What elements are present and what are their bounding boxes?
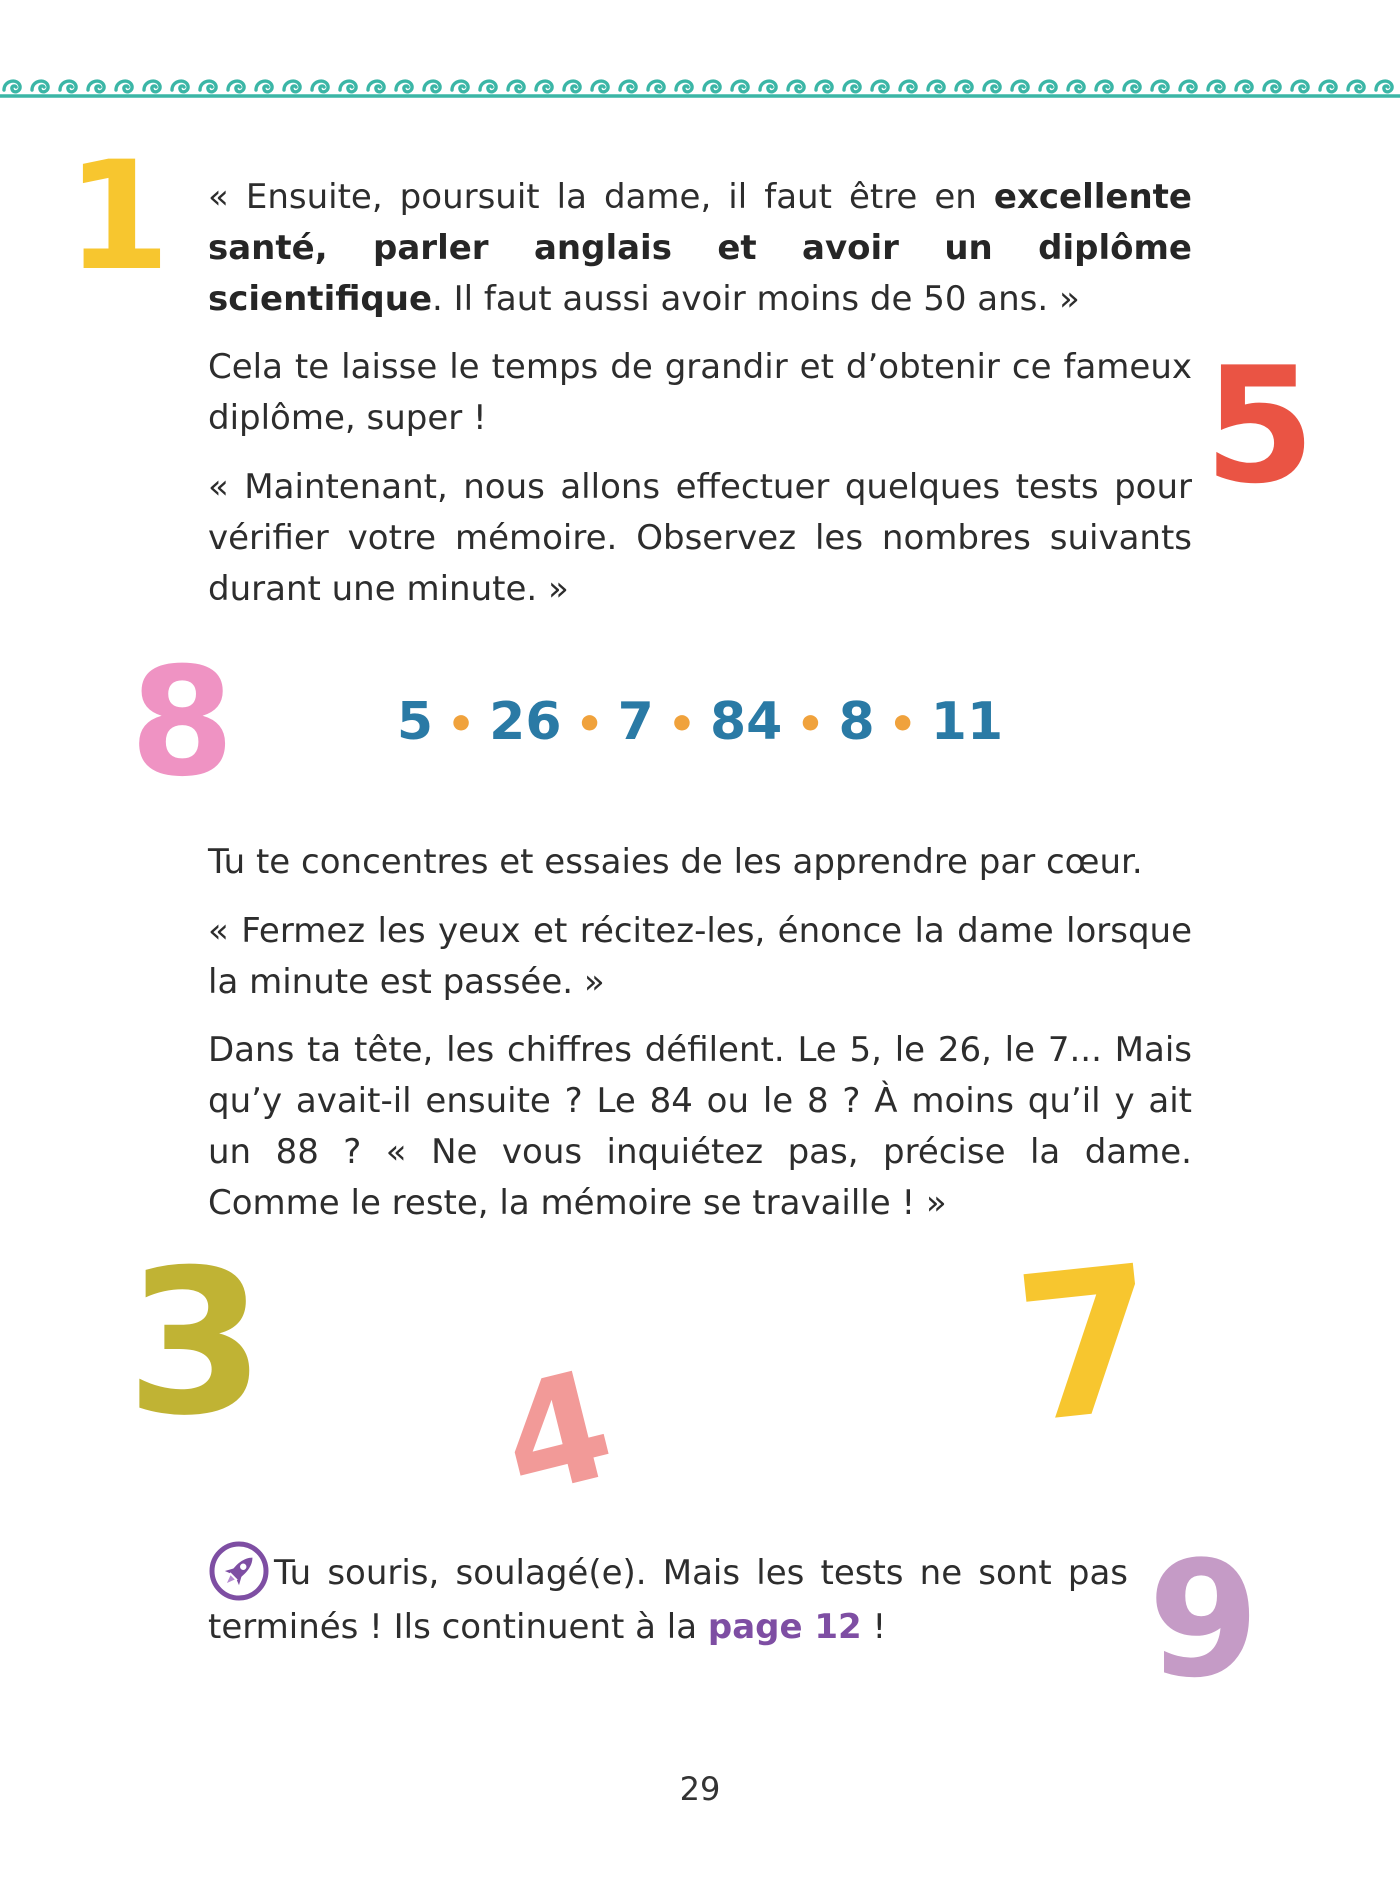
- paragraph-concentrate: Tu te concentres et essaies de les apprendre par cœur.: [208, 842, 1143, 882]
- decorative-number-7: 7: [1006, 1222, 1165, 1469]
- sequence-number: 84: [709, 692, 783, 752]
- paragraph-numbers-scroll: Dans ta tête, les chiffres défilent. Le 5, le 26, le 7... Mais qu’y avait-il ensuite ? Le 84 ou le 8 ? À moins qu’il y ait un 88 ? « Ne vous inquiétez pas, précise la dame. Comme le reste, la mémoire se travaille ! »: [208, 1030, 1192, 1223]
- sequence-separator: •: [667, 699, 696, 750]
- footer-note-end: !: [861, 1607, 887, 1647]
- wave-border-pattern: [0, 66, 1400, 106]
- paragraph-close-eyes: « Fermez les yeux et récitez-les, énonce la dame lorsque la minute est passée. »: [208, 911, 1192, 1002]
- sequence-separator: •: [447, 699, 476, 750]
- decorative-number-8: 8: [130, 636, 231, 810]
- paragraph-time-to-grow: Cela te laisse le temps de grandir et d’obtenir ce fameux diplôme, super !: [208, 347, 1192, 438]
- decorative-number-4: 4: [485, 1338, 625, 1532]
- sequence-number: 7: [617, 692, 654, 752]
- sequence-number: 5: [396, 692, 434, 752]
- decorative-number-5: 5: [1204, 332, 1312, 519]
- paragraph-requirements: [208, 172, 1192, 325]
- sequence-separator: •: [796, 699, 825, 750]
- decorative-number-9: 9: [1148, 1526, 1256, 1713]
- footer-note: [208, 1540, 1128, 1653]
- number-sequence: [0, 690, 1400, 757]
- decorative-number-1: 1: [66, 130, 167, 304]
- paragraph-requirements-start: « Ensuite, poursuit la dame, il faut être en: [208, 177, 994, 217]
- sequence-separator: •: [888, 699, 917, 750]
- paragraph-requirements-bold: excellente santé, parler anglais et avoir un diplôme scientifique: [208, 177, 1192, 319]
- decorative-number-3: 3: [126, 1227, 262, 1460]
- decorative-wave-border: [0, 66, 1400, 106]
- sequence-number: 11: [930, 692, 1004, 752]
- sequence-number: 8: [838, 692, 875, 752]
- paragraph-requirements-end: . Il faut aussi avoir moins de 50 ans. »: [432, 279, 1080, 319]
- page-number: 29: [679, 1770, 721, 1808]
- page-12-link[interactable]: page 12: [707, 1607, 862, 1647]
- paragraph-memory-test: « Maintenant, nous allons effectuer quelques tests pour vérifier votre mémoire. Observez les nombres suivants durant une minute. »: [208, 467, 1192, 609]
- sequence-separator: •: [575, 699, 604, 750]
- sequence-number: 26: [489, 692, 562, 752]
- rocket-icon: [208, 1540, 270, 1602]
- footer-note-text: Tu souris, soulagé(e). Mais les tests ne sont pas terminés ! Ils continuent à la: [208, 1553, 1128, 1647]
